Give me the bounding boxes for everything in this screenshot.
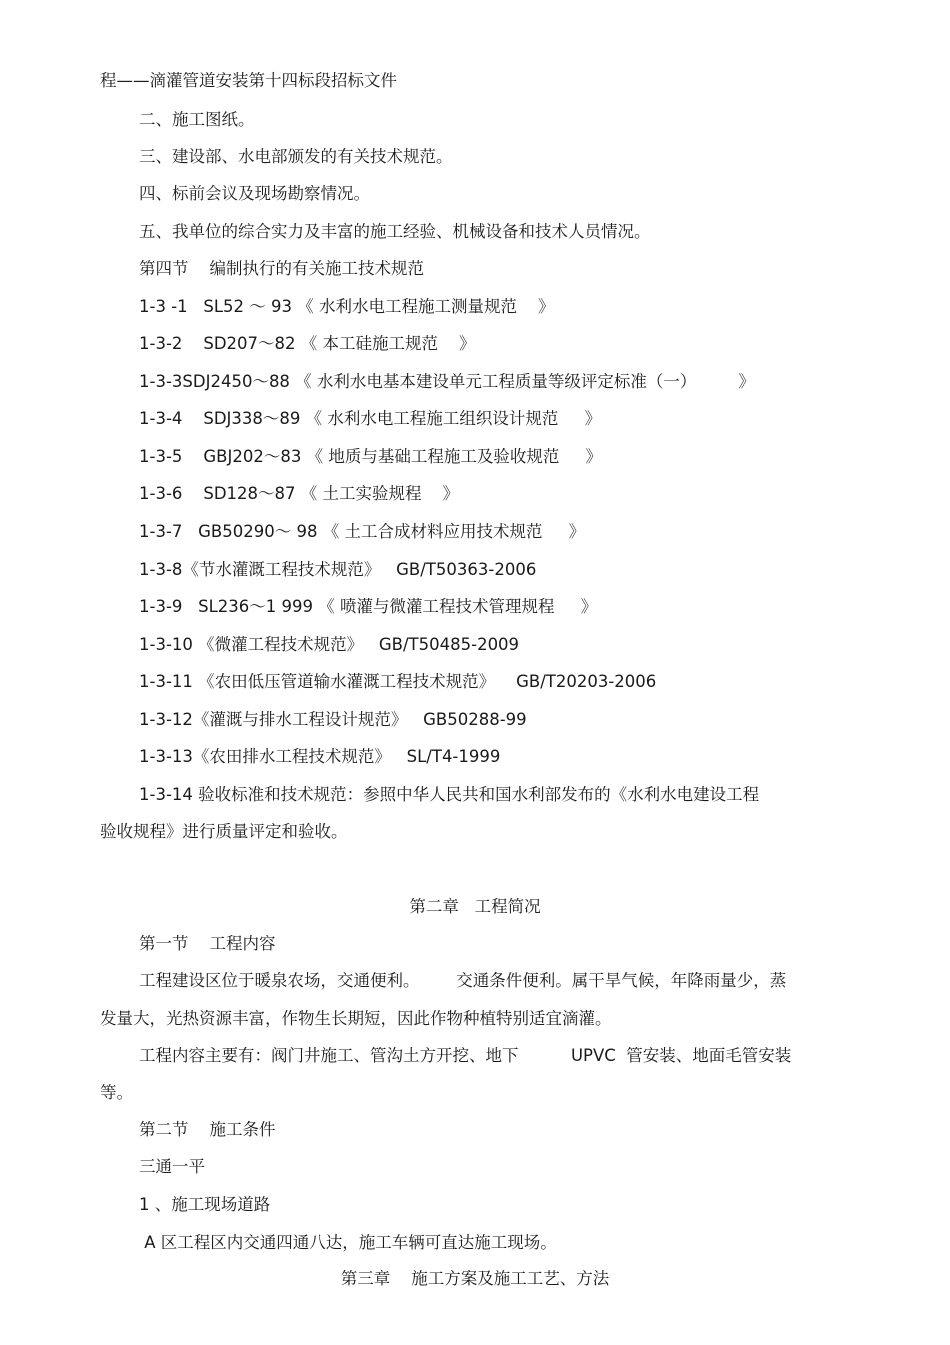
spec-item-1-3-12: 1-3-12《灌溉与排水工程设计规范》 GB50288-99 <box>139 710 527 729</box>
chapter-heading-3: 第三章 施工方案及施工工艺、方法 <box>340 1269 610 1288</box>
spec-item-1-3-10: 1-3-10 《微灌工程技术规范》 GB/T50485-2009 <box>139 635 520 654</box>
spec-item-1-3-2: 1-3-2 SD207～82 《 本工硅施工规范 》 <box>139 334 476 353</box>
spec-item-1-3-1: 1-3 -1 SL52 ～ 93 《 水利水电工程施工测量规范 》 <box>139 297 555 316</box>
subheading-santongyiping: 三通一平 <box>139 1157 205 1176</box>
spec-item-1-3-7: 1-3-7 GB50290～ 98 《 土工合成材料应用技术规范 》 <box>139 522 586 541</box>
paragraph-3: A 区工程区内交通四通八达，施工车辆可直达施工现场。 <box>139 1233 557 1252</box>
text-line-1: 程——滴灌管道安装第十四标段招标文件 <box>100 71 397 90</box>
paragraph-2-line-2: 等。 <box>100 1083 133 1102</box>
section-heading-1: 第一节 工程内容 <box>139 934 276 953</box>
spec-item-1-3-14-cont: 验收规程》进行质量评定和验收。 <box>100 822 348 841</box>
spec-item-1-3-13: 1-3-13《农田排水工程技术规范》 SL/T4-1999 <box>139 747 501 766</box>
list-item-1: 1 、施工现场道路 <box>139 1195 271 1214</box>
spec-item-1-3-4: 1-3-4 SDJ338～89 《 水利水电工程施工组织设计规范 》 <box>139 409 602 428</box>
text-line-5: 五、我单位的综合实力及丰富的施工经验、机械设备和技术人员情况。 <box>139 222 651 241</box>
text-line-3: 三、建设部、水电部颁发的有关技术规范。 <box>139 147 453 166</box>
spec-item-1-3-9: 1-3-9 SL236～1 999 《 喷灌与微灌工程技术管理规程 》 <box>139 597 598 616</box>
text-line-4: 四、标前会议及现场勘察情况。 <box>139 184 370 203</box>
chapter-heading-2: 第二章 工程简况 <box>409 897 541 916</box>
paragraph-1-line-2: 发量大，光热资源丰富，作物生长期短，因此作物种植特别适宜滴灌。 <box>100 1009 612 1028</box>
text-line-2: 二、施工图纸。 <box>139 110 255 129</box>
spec-item-1-3-6: 1-3-6 SD128～87 《 土工实验规程 》 <box>139 484 460 503</box>
section-heading-4: 第四节 编制执行的有关施工技术规范 <box>139 259 424 278</box>
section-heading-2: 第二节 施工条件 <box>139 1120 276 1139</box>
spec-item-1-3-8: 1-3-8《节水灌溉工程技术规范》 GB/T50363-2006 <box>139 560 537 579</box>
spec-item-1-3-3: 1-3-3SDJ2450～88 《 水利水电基本建设单元工程质量等级评定标准（一） 》 <box>139 372 755 391</box>
spec-item-1-3-11: 1-3-11 《农田低压管道输水灌溉工程技术规范》 GB/T20203-2006 <box>139 672 657 691</box>
spec-item-1-3-14: 1-3-14 验收标准和技术规范：参照中华人民共和国水利部发布的《水利水电建设工程 <box>139 785 760 804</box>
paragraph-2-line-1: 工程内容主要有：阀门井施工、管沟土方开挖、地下 UPVC 管安装、地面毛管安装 <box>139 1046 792 1065</box>
spec-item-1-3-5: 1-3-5 GBJ202～83 《 地质与基础工程施工及验收规范 》 <box>139 447 603 466</box>
paragraph-1-line-1: 工程建设区位于暖泉农场，交通便利。 交通条件便利。属干旱气候，年降雨量少，蒸 <box>139 971 787 990</box>
